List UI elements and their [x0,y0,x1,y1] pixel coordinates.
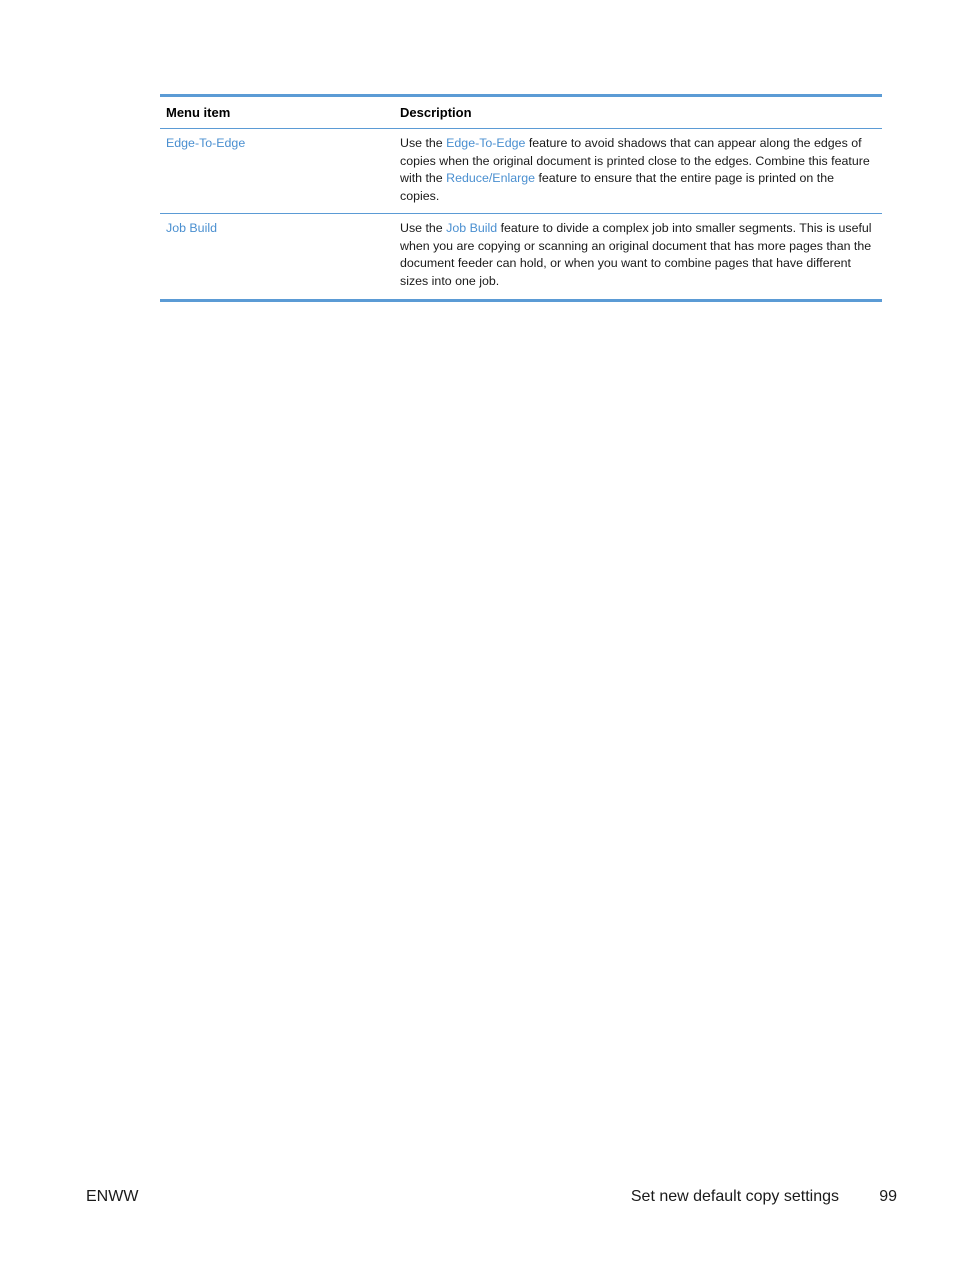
menu-table [160,94,882,302]
description-text: feature to avoid shadows that can appear along the edges of copies when the original document is printed close to the edges. Combine this feature with the [400,136,870,186]
description-cell [400,214,882,298]
menu-item-link-edge-to-edge[interactable]: Edge-To-Edge [166,136,246,150]
table-row [160,129,882,214]
table-bottom-rule [160,299,882,302]
description-text: feature to ensure that the entire page is printed on the copies. [400,171,834,204]
description-text: feature to divide a complex job into smaller segments. This is useful when you are copying or scanning an original document that has more pages than the document feeder can hold, or when you want to combine pages that have different sizes into one job. [400,220,872,288]
menu-item-cell [160,129,400,213]
table-row [160,214,882,299]
menu-item-link-job-build[interactable]: Job Build [166,220,217,235]
footer-page-number: 99 [879,1188,897,1205]
inline-link-reduce-enlarge[interactable]: Reduce/Enlarge [446,171,536,186]
header-menu-item: Menu item [166,105,231,120]
description-cell [400,129,882,213]
page-footer [86,1188,897,1212]
footer-section-title: Set new default copy settings [630,1188,839,1205]
description-text: Use the [400,220,447,235]
inline-link-job-build[interactable]: Job Build [446,220,498,235]
header-description: Description [400,105,472,120]
description-text: Use the [400,136,447,150]
inline-link-edge-to-edge[interactable]: Edge-To-Edge [446,136,526,150]
table-header [160,97,882,129]
menu-item-cell [160,214,400,298]
footer-document-code: ENWW [86,1188,139,1205]
